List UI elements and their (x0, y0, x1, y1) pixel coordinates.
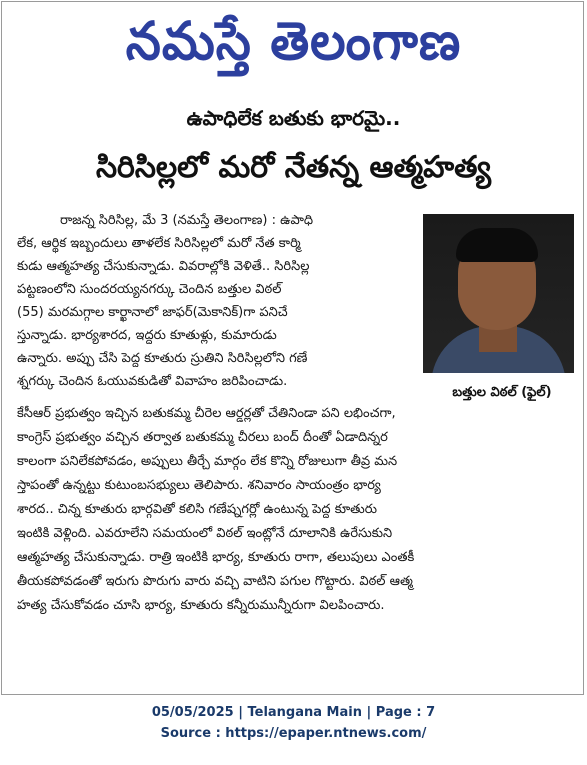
body-line: ఉన్నారు. అప్పు చేసి పెద్ద కూతురు స్రుతిని సిరిసిల్లలోని గణే (17, 351, 308, 366)
body-line: కుడు ఆత్మహత్య చేసుకున్నాడు. వివరాల్లోకి వెళితే.. సిరిసిల్ల (17, 259, 310, 274)
body-line: రాజన్న సిరిసిల్ల, మే 3 (నమస్తే తెలంగాణ) : ఉపాధి (60, 213, 314, 228)
photo-hair (456, 228, 538, 262)
body-line: కాంగ్రెస్ ప్రభుత్వం వచ్చిన తర్వాత బతుకమ్మ చీరలు బంద్ దీంతో ఏడాదిన్నర (17, 430, 388, 445)
footer-date-edition: 05/05/2025 | Telangana Main | Page : 7 (151, 705, 436, 720)
body-line: ఆత్మహత్య చేసుకున్నాడు. రాత్రి ఇంటికి భార్య, కూతురు రాగా, తలుపులు ఎంతకీ (17, 550, 415, 565)
person-photo (423, 214, 574, 373)
body-line: హత్య చేసుకోవడం చూసి భార్య, కూతురు కన్నీరుమున్నీరుగా విలపించారు. (17, 598, 385, 613)
body-line: కాలంగా పనిలేకపోవడం, అప్పులు తీర్చే మార్గం లేక కొన్ని రోజులుగా తీవ్ర మన (17, 454, 398, 469)
body-line: (55) మరమగ్గాల కార్ఖానాలో జాఫర్(మెకానిక్)గా పనిచే (17, 305, 288, 320)
body-line: కేసీఆర్ ప్రభుత్వం ఇచ్చిన బతుకమ్మ చీరెల ఆర్డర్లతో చేతినిండా పని లభించగా, (17, 406, 396, 421)
body-line: పట్టణంలోని సుందరయ్యనగర్కు చెందిన బత్తుల విఠల్ (17, 282, 282, 297)
body-line: స్తాపంతో ఉన్నట్టు కుటుంబసభ్యులు తెలిపారు. శనివారం సాయంత్రం భార్య (17, 478, 381, 493)
masthead-title: నమస్తే తెలంగాణ (125, 10, 462, 72)
body-line: ఇంటికి వెళ్లింది. ఎవరూలేని సమయంలో విఠల్ ఇంట్లోనే దూలానికి ఉరేసుకుని (17, 526, 393, 541)
body-line: లేక, ఆర్థిక ఇబ్బందులు తాళలేక సిరిసిల్లలో మరో నేత కార్మి (17, 236, 301, 251)
newspaper-masthead (0, 6, 587, 76)
footer-source: Source : https://epaper.ntnews.com/ (160, 726, 427, 741)
body-line: శారద.. చిన్న కూతురు భార్గవితో కలిసి గణేష్నగర్లో ఉంటున్న పెద్ద కూతురు (17, 502, 377, 517)
photo-caption: బత్తుల విఠల్ (ఫైల్) (452, 385, 552, 400)
body-line: శ్నగర్కు చెందిన ఓయువకుడితో వివాహం జరిపించాడు. (17, 374, 288, 389)
article-kicker: ఉపాధిలేక బతుకు భారమై.. (186, 106, 401, 130)
body-line: స్తున్నాడు. భార్యశారద, ఇద్దరు కూతుళ్లు, కుమారుడు (17, 328, 277, 343)
article-headline: సిరిసిల్లలో మరో నేతన్న ఆత్మహత్య (95, 150, 492, 185)
body-line: తీయకపోవడంతో ఇరుగు పొరుగు వారు వచ్చి వాటిని పగుల గొట్టారు. విఠల్ ఆత్మ (17, 574, 413, 589)
